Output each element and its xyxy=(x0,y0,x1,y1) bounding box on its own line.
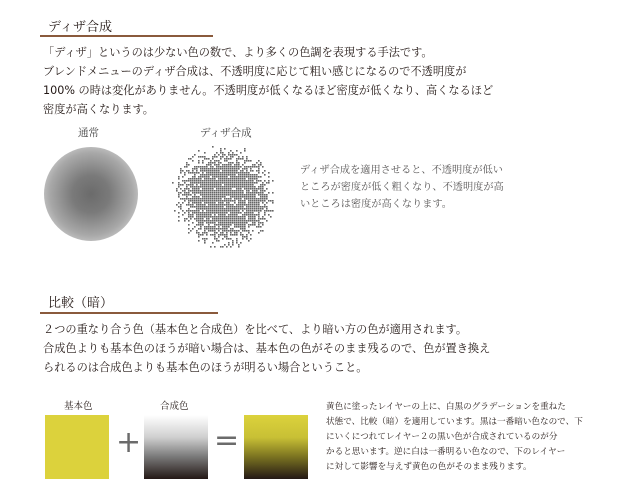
darken-note-line: 状態で、比較（暗）を適用しています。黒は一番暗い色なので、下 xyxy=(326,417,583,427)
dither-note-line: ところが密度が低く粗くなり、不透明度が高 xyxy=(300,182,504,193)
normal-gradient-circle xyxy=(44,147,138,241)
darken-note xyxy=(326,400,583,475)
dither-note-line: いところは密度が高くなります。 xyxy=(300,199,452,210)
dither-description-line: 100% の時は変化がありません。不透明度が低くなるほど密度が低くなり、高くなるほど xyxy=(43,84,494,97)
darken-note-line: 黄色に塗ったレイヤーの上に、白黒のグラデーションを重ねた xyxy=(326,402,566,412)
blend-gradient-swatch xyxy=(144,415,208,479)
dither-description-line: 密度が高くなります。 xyxy=(43,103,154,116)
darken-description-line: られるのは合成色よりも基本色のほうが明るい場合ということ。 xyxy=(43,361,368,374)
darken-description-line: 合成色よりも基本色のほうが暗い場合は、基本色の色がそのまま残るので、色が置き換え xyxy=(43,342,491,355)
dither-heading-underline xyxy=(40,35,213,37)
result-swatch xyxy=(244,415,308,479)
base-yellow-swatch xyxy=(45,415,109,479)
normal-label: 通常 xyxy=(78,127,99,139)
dither-note-line: ディザ合成を適用させると、不透明度が低い xyxy=(300,165,503,176)
darken-description-line: ２つの重なり合う色（基本色と合成色）を比べて、より暗い方の色が適用されます。 xyxy=(43,323,468,336)
dither-description xyxy=(43,43,493,119)
blend-color-label: 合成色 xyxy=(160,401,189,412)
dither-description-line: ブレンドメニューのディザ合成は、不透明度に応じて粗い感じになるので不透明度が xyxy=(43,65,467,78)
darken-description xyxy=(43,320,490,377)
base-color-label: 基本色 xyxy=(64,401,93,412)
dither-label: ディザ合成 xyxy=(200,127,252,139)
darken-heading: 比較（暗） xyxy=(48,296,114,311)
darken-note-line: にいくにつれてレイヤー２の黒い色が合成されているのが分 xyxy=(326,432,558,442)
darken-note-line: に対して影響を与えず黄色の色がそのまま残ります。 xyxy=(326,462,532,472)
darken-note-line: かると思います。逆に白は一番明るい色なので、下のレイヤー xyxy=(326,447,566,457)
equals-sign: = xyxy=(214,423,240,458)
darken-heading-underline xyxy=(40,312,218,314)
plus-sign: + xyxy=(116,425,142,460)
dither-note xyxy=(300,162,504,213)
dither-heading: ディザ合成 xyxy=(48,20,112,35)
dither-dot-circle xyxy=(168,140,280,252)
dither-description-line: 「ディザ」というのは少ない色の数で、より多くの色調を表現する手法です。 xyxy=(43,46,433,59)
